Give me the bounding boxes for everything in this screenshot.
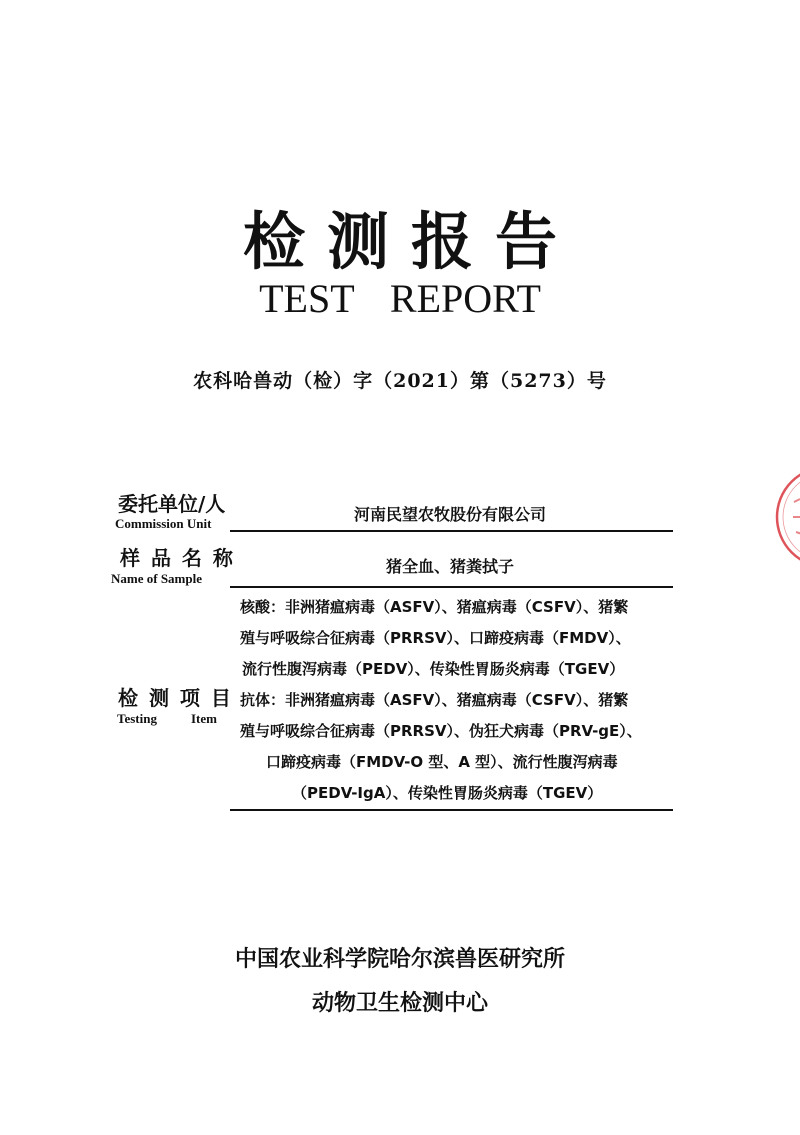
testing-underline (230, 809, 673, 811)
sample-value: 猪全血、猪粪拭子 (385, 557, 514, 576)
testing-line: 核酸：非洲猪瘟病毒（ASFV）、猪瘟病毒（CSFV）、猪繁 (240, 598, 629, 616)
seal-stamp-icon (772, 462, 800, 572)
commission-value: 河南民望农牧股份有限公司 (353, 505, 546, 524)
report-number: 农科哈兽动（检）字（2021）第（5273）号 (193, 370, 607, 392)
testing-label-cn: 检 测 项 目 (118, 686, 233, 710)
testing-line: 殖与呼吸综合征病毒（PRRSV）、口蹄疫病毒（FMDV）、 (240, 629, 631, 647)
testing-line: （PEDV-IgA）、传染性胃肠炎病毒（TGEV） (292, 784, 603, 802)
testing-line: 抗体：非洲猪瘟病毒（ASFV）、猪瘟病毒（CSFV）、猪繁 (240, 691, 629, 709)
sample-underline (230, 586, 673, 588)
footer-center: 动物卫生检测中心 (311, 991, 488, 1016)
testing-label-en-right: Item (191, 711, 217, 726)
report-title-cn: 检测报告 (242, 205, 579, 278)
testing-line: 殖与呼吸综合征病毒（PRRSV）、伪狂犬病毒（PRV-gE）、 (240, 722, 642, 740)
testing-label-en-left: Testing (117, 711, 157, 726)
report-title-en: TEST REPORT (259, 276, 541, 321)
testing-line: 流行性腹泻病毒（PEDV）、传染性胃肠炎病毒（TGEV） (242, 660, 625, 678)
commission-underline (230, 530, 673, 532)
sample-label-cn: 样 品 名 称 (120, 546, 235, 570)
commission-label-cn: 委托单位/人 (118, 492, 226, 516)
testing-line: 口蹄疫病毒（FMDV-O 型、A 型）、流行性腹泻病毒 (266, 753, 618, 771)
sample-label-en: Name of Sample (111, 571, 202, 586)
footer-institute: 中国农业科学院哈尔滨兽医研究所 (234, 947, 565, 972)
commission-label-en: Commission Unit (115, 516, 212, 531)
